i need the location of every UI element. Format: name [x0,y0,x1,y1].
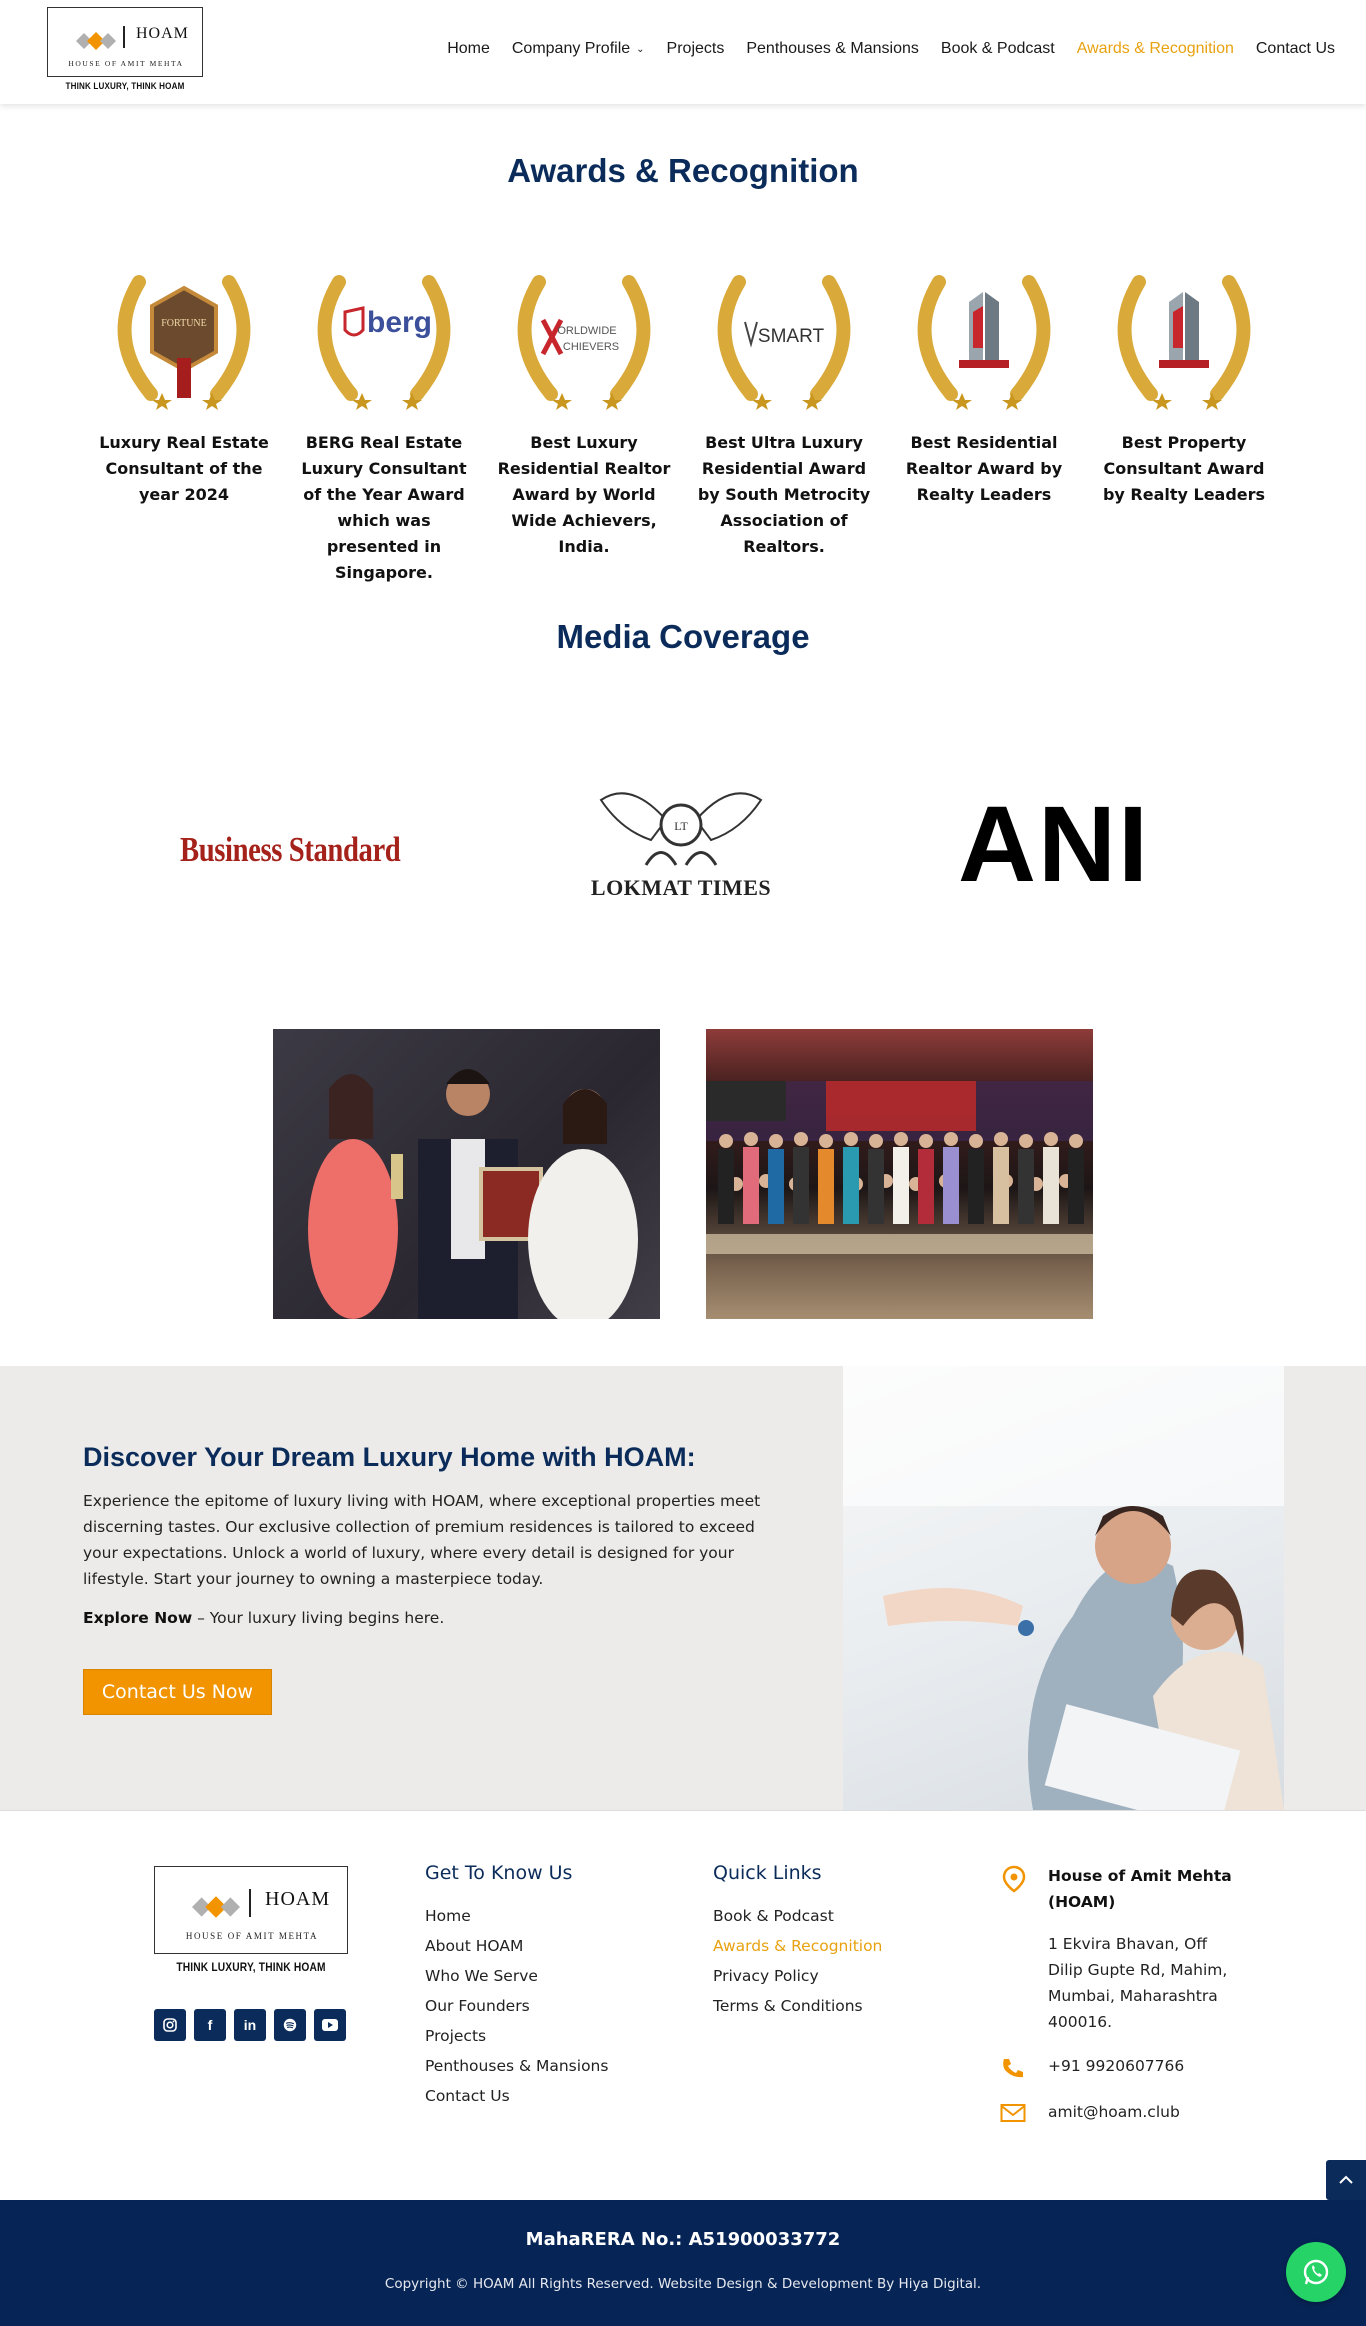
site-logo[interactable] [47,7,205,95]
lokmat-crest-icon [581,780,781,875]
logo-subtitle: HOUSE OF AMIT MEHTA [68,59,184,68]
award-photo [273,1029,660,1319]
footer-link-terms[interactable]: Terms & Conditions [713,1997,863,2015]
logo-separator [249,1889,251,1917]
svg-text:FORTUNE: FORTUNE [161,318,207,329]
nav-label: Home [447,40,490,57]
nav-label: Contact Us [1255,40,1335,57]
nav-awards-recognition[interactable] [1077,40,1234,58]
footer-link-home[interactable]: Home [425,1907,471,1925]
svg-text:ORLDWIDE: ORLDWIDE [557,325,617,337]
award-card [1084,268,1284,586]
media-title: Media Coverage [556,618,810,655]
award-label: Best Luxury Residential Realtor Award by World Wide Achievers, India. [497,433,671,556]
lokmat-text: LOKMAT TIMES [590,875,772,900]
contact-us-now-button[interactable]: Contact Us Now [83,1669,272,1715]
nav-label: Penthouses & Mansions [746,40,919,57]
footer-link-founders[interactable]: Our Founders [425,1997,530,2015]
logo-subtitle: HOUSE OF AMIT MEHTA [185,1931,319,1941]
social-links [154,2009,346,2041]
footer-link-who-we-serve[interactable]: Who We Serve [425,1967,538,1985]
logo-frame [154,1866,348,1954]
contact-email-link[interactable]: amit@hoam.club [1048,2103,1180,2121]
award-label: Best Property Consultant Award by Realty Leaders [1102,433,1266,504]
company-address: 1 Ekvira Bhavan, Off Dilip Gupte Rd, Mahim, Mumbai, Maharashtra 400016. [1048,1935,1228,2031]
nav-company-profile[interactable] [512,40,645,58]
cta-explore-rest: – Your luxury living begins here. [192,1609,445,1627]
spotify-icon[interactable] [274,2009,306,2041]
award-card [84,268,284,586]
logo-tagline: THINK LUXURY, THINK HOAM [176,1960,326,1974]
location-pin-icon [1000,1865,1028,1893]
couple-keys-image [843,1366,1284,1810]
cta-explore [83,1609,444,1627]
award-card [484,268,684,586]
award-card [284,268,484,586]
laurel-award-icon [699,268,869,410]
cta-section [0,1366,1366,1810]
site-header [0,0,1366,104]
logo-word: HOAM [265,1888,331,1910]
awards-title: Awards & Recognition [507,152,859,189]
nav-label: Company Profile [511,40,631,57]
logo-frame [47,7,203,77]
facebook-icon[interactable]: f [194,2009,226,2041]
cta-body: Experience the epitome of luxury living with HOAM, where exceptional properties meet discerning tastes. Our exclusive collection of premium residences is tailored to exceed your expectations. Unlock a world of luxury, where every detail is designed for your lifestyle. Start your journey to owning a masterpiece today. [83,1492,761,1588]
lokmat-times-logo [581,780,781,902]
footer-link-awards[interactable]: Awards & Recognition [713,1937,883,1955]
whatsapp-icon [1301,2257,1331,2287]
whatsapp-button[interactable] [1286,2242,1346,2302]
contact-phone-link[interactable]: +91 9920607766 [1048,2057,1185,2075]
couple-illustration [843,1366,1284,1810]
business-standard-logo: Business Standard [180,830,401,869]
logo-word: HOAM [136,25,189,42]
youtube-icon[interactable] [314,2009,346,2041]
nav-label: Projects [666,40,725,57]
footer-link-about[interactable]: About HOAM [425,1937,524,1955]
laurel-award-icon [1099,268,1269,410]
footer-get-to-know-us [425,1862,608,2111]
linkedin-icon[interactable]: in [234,2009,266,2041]
site-footer [0,1810,1366,2200]
copyright-text: Copyright © HOAM All Rights Reserved. Website Design & Development By Hiya Digital. [384,2276,982,2292]
footer-quick-links [713,1862,882,2021]
footer-link-book-podcast[interactable]: Book & Podcast [713,1907,834,1925]
nav-book-podcast[interactable] [941,40,1055,58]
footer-link-contact[interactable]: Contact Us [425,2087,510,2105]
bottom-bar [0,2200,1366,2326]
chevron-down-icon: ⌄ [636,43,645,55]
footer-link-penthouses[interactable]: Penthouses & Mansions [425,2057,609,2075]
footer-col-title: Get To Know Us [425,1862,573,1884]
award-label: BERG Real Estate Luxury Consultant of the Year Award which was presented in Singapore. [301,433,467,582]
people-photo-illustration [273,1029,660,1319]
awards-grid [84,268,1284,586]
diamonds-icon [189,1889,243,1925]
footer-link-privacy[interactable]: Privacy Policy [713,1967,819,1985]
svg-text:CHIEVERS: CHIEVERS [562,341,620,353]
email-icon [1000,2103,1026,2123]
footer-logo[interactable] [154,1866,350,1976]
chevron-up-icon [1338,2175,1354,2185]
nav-label: Book & Podcast [940,40,1055,57]
media-logos [0,780,1366,920]
laurel-award-icon [499,268,669,410]
scroll-to-top-button[interactable] [1326,2160,1366,2200]
cta-explore-bold: Explore Now [83,1609,193,1627]
footer-col-title: Quick Links [713,1862,822,1884]
svg-text:SMART: SMART [757,326,825,347]
footer-link-projects[interactable]: Projects [425,2027,487,2045]
instagram-icon[interactable] [154,2009,186,2041]
award-card [684,268,884,586]
nav-label: Awards & Recognition [1076,40,1234,57]
main-nav [447,40,1335,58]
ani-logo: ANI [958,783,1150,904]
nav-projects[interactable] [667,40,725,58]
phone-icon [1000,2057,1026,2079]
nav-home[interactable] [447,40,490,58]
award-label: Best Ultra Luxury Residential Award by South Metrocity Association of Realtors. [697,433,871,556]
award-label: Luxury Real Estate Consultant of the year 2024 [99,433,269,504]
laurel-award-icon [299,268,469,410]
rera-number: MahaRERA No.: A51900033772 [525,2229,841,2250]
nav-penthouses-mansions[interactable] [746,40,919,58]
group-photo [706,1029,1093,1319]
logo-tagline: THINK LUXURY, THINK HOAM [65,81,185,92]
svg-text:LT: LT [674,819,688,833]
laurel-award-icon [899,268,1069,410]
group-photo-illustration [706,1029,1093,1319]
award-label: Best Residential Realtor Award by Realty Leaders [905,433,1063,504]
cta-title: Discover Your Dream Luxury Home with HOAM: [83,1442,696,1472]
nav-contact-us[interactable] [1256,40,1335,58]
logo-separator [123,26,125,48]
diamonds-icon [74,26,118,56]
award-card [884,268,1084,586]
company-name: House of Amit Mehta (HOAM) [1048,1867,1232,1911]
laurel-award-icon [99,268,269,410]
svg-text:berg: berg [367,306,433,339]
